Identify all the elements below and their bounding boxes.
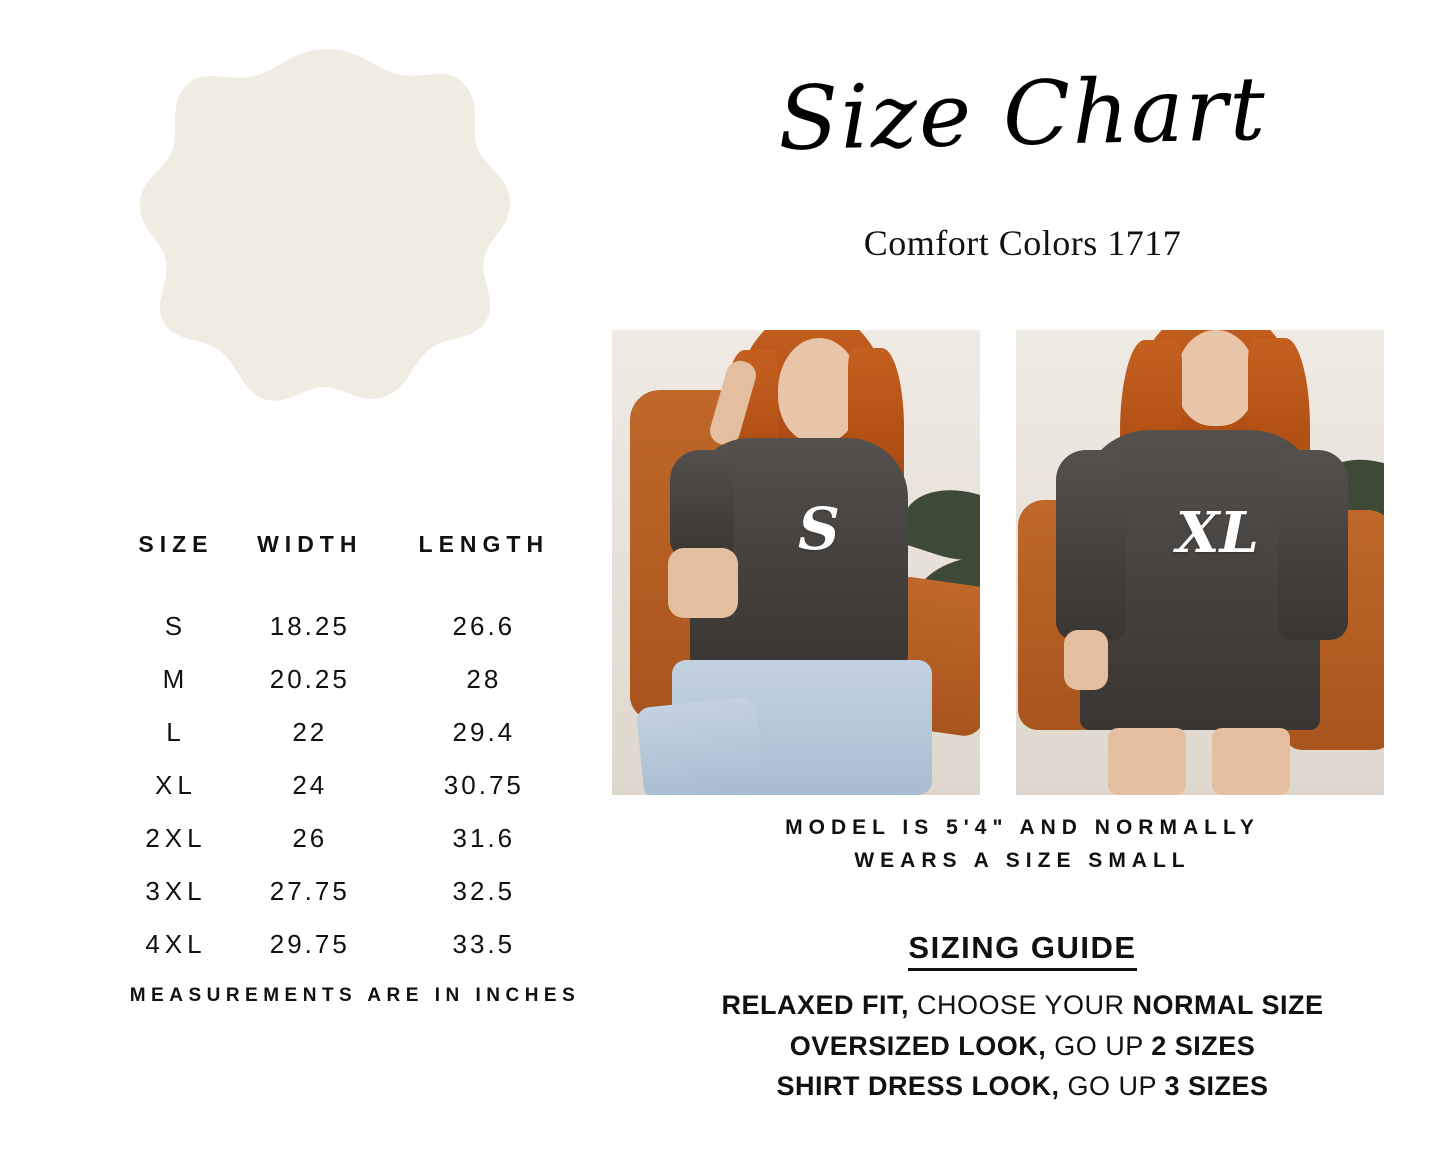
guide-line-1-bold-b: NORMAL SIZE	[1132, 990, 1324, 1020]
cell-length: 26.6	[452, 611, 516, 641]
page-title: Size Chart	[777, 56, 1268, 171]
model-note	[600, 812, 1445, 877]
jeans	[635, 696, 764, 795]
table-row	[120, 865, 580, 918]
tee-sleeve	[1056, 450, 1126, 640]
sizing-guide-line	[600, 1026, 1445, 1067]
product-subtitle: Comfort Colors 1717	[863, 223, 1182, 263]
cell-size: S	[164, 611, 188, 641]
cell-width: 20.25	[269, 664, 350, 694]
table-row	[120, 706, 580, 759]
right-column	[600, 0, 1445, 1156]
cell-length: 33.5	[452, 929, 516, 959]
cell-length: 31.6	[452, 823, 516, 853]
guide-line-1-bold-a: RELAXED FIT,	[721, 990, 909, 1020]
cell-width: 22	[292, 717, 328, 747]
cell-length: 30.75	[443, 770, 524, 800]
cell-size: 4XL	[145, 929, 207, 959]
table-row	[120, 812, 580, 865]
table-row	[120, 759, 580, 812]
model-photo-small	[612, 330, 980, 795]
guide-line-2-bold-a: OVERSIZED LOOK,	[789, 1030, 1047, 1061]
table-row	[120, 918, 580, 971]
cell-length: 28	[466, 664, 502, 694]
column-header-width: WIDTH	[257, 531, 363, 557]
tee-sleeve	[670, 450, 734, 560]
cell-width: 29.75	[269, 929, 350, 959]
cell-length: 32.5	[452, 876, 516, 906]
leg	[1108, 728, 1186, 795]
decorative-blob	[140, 45, 515, 445]
sizing-guide-lines	[600, 985, 1445, 1107]
sizing-guide-title-text: SIZING GUIDE	[908, 930, 1136, 971]
left-column	[0, 0, 600, 1156]
tee-print-label: S	[798, 495, 840, 563]
face	[1176, 330, 1256, 426]
guide-line-3-bold-a: SHIRT DRESS LOOK,	[776, 1071, 1060, 1101]
sizing-guide-line	[600, 985, 1445, 1026]
cell-length: 29.4	[452, 717, 516, 747]
cell-size: XL	[155, 770, 197, 800]
tee-print-label: XL	[1176, 500, 1259, 566]
arm	[668, 548, 738, 618]
measurements-note: MEASUREMENTS ARE IN INCHES	[129, 985, 581, 1006]
guide-line-2-bold-b: 2 SIZES	[1151, 1030, 1256, 1061]
cell-size: L	[166, 717, 186, 747]
cell-size: M	[162, 664, 190, 694]
table-header-row	[120, 530, 580, 600]
sizing-guide-line	[600, 1066, 1445, 1107]
guide-line-2-light: GO UP	[1046, 1030, 1152, 1061]
leg	[1212, 728, 1290, 795]
model-note-line-1: MODEL IS 5'4" AND NORMALLY	[785, 816, 1260, 839]
cell-width: 26	[292, 823, 328, 853]
column-header-length: LENGTH	[418, 531, 550, 557]
table-row	[120, 600, 580, 653]
guide-line-3-bold-b: 3 SIZES	[1164, 1071, 1269, 1101]
guide-line-1-light: CHOOSE YOUR	[908, 990, 1133, 1020]
guide-line-3-light: GO UP	[1059, 1071, 1165, 1101]
table-row	[120, 653, 580, 706]
column-header-size: SIZE	[138, 531, 214, 557]
cell-width: 24	[292, 770, 328, 800]
hand	[1064, 630, 1108, 690]
model-photo-xl	[1016, 330, 1384, 795]
model-note-line-2: WEARS A SIZE SMALL	[854, 848, 1191, 872]
cell-width: 27.75	[269, 876, 350, 906]
cell-width: 18.25	[269, 611, 350, 641]
cell-size: 2XL	[145, 823, 207, 853]
tee-sleeve	[1278, 450, 1348, 640]
size-table	[120, 530, 580, 971]
model-photos	[612, 330, 1432, 795]
sizing-guide-title	[600, 930, 1445, 966]
cell-size: 3XL	[145, 876, 207, 906]
